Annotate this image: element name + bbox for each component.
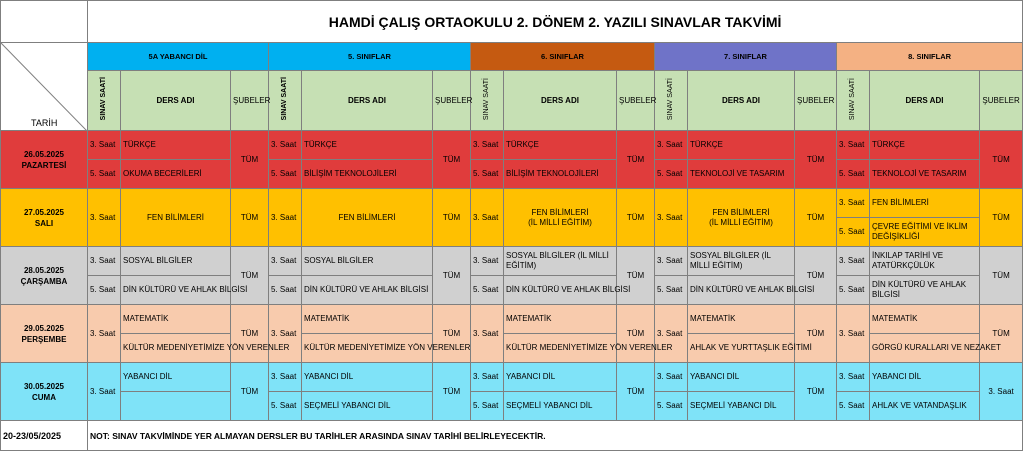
subheader-ders: DERS ADI bbox=[870, 71, 980, 131]
exam-course: DİN KÜLTÜRÜ VE AHLAK BİLGİSİ bbox=[302, 276, 433, 305]
exam-hour: 3. Saat bbox=[269, 305, 302, 363]
exam-course: YABANCI DİL bbox=[870, 363, 980, 392]
day-cell: 30.05.2025 CUMA bbox=[1, 363, 88, 421]
exam-branches: TÜM bbox=[617, 131, 655, 189]
exam-branches: TÜM bbox=[795, 189, 837, 247]
exam-course: TÜRKÇE bbox=[121, 131, 231, 160]
exam-hour: 3. Saat bbox=[88, 363, 121, 421]
exam-course: OKUMA BECERİLERİ bbox=[121, 160, 231, 189]
exam-hour: 5. Saat bbox=[655, 392, 688, 421]
exam-course: DİN KÜLTÜRÜ VE AHLAK BİLGİSİ bbox=[121, 276, 231, 305]
exam-course: KÜLTÜR MEDENİYETİMİZE YÖN VERENLER bbox=[121, 334, 231, 363]
exam-hour: 3. Saat bbox=[655, 305, 688, 363]
exam-hour: 5. Saat bbox=[837, 218, 870, 247]
exam-branches: TÜM bbox=[980, 305, 1023, 363]
exam-hour: 5. Saat bbox=[471, 160, 504, 189]
exam-course: MATEMATİK bbox=[504, 305, 617, 334]
exam-hour: 3. Saat bbox=[471, 247, 504, 276]
exam-course: SOSYAL BİLGİLER bbox=[302, 247, 433, 276]
exam-hour: 3. Saat bbox=[837, 305, 870, 363]
group-header-7: 7. SINIFLAR bbox=[655, 43, 837, 71]
exam-hour: 3. Saat bbox=[837, 189, 870, 218]
tarih-label: TARİH bbox=[31, 118, 58, 128]
subheader-sube: ŞUBELER bbox=[980, 71, 1023, 131]
subheader-sube: ŞUBELER bbox=[617, 71, 655, 131]
subheader-ders: DERS ADI bbox=[688, 71, 795, 131]
subheader-saat: SINAV SAATİ bbox=[655, 71, 688, 131]
exam-branches: TÜM bbox=[980, 247, 1023, 305]
exam-course: TEKNOLOJİ VE TASARIM bbox=[688, 160, 795, 189]
exam-course: DİN KÜLTÜRÜ VE AHLAK BİLGİSİ bbox=[870, 276, 980, 305]
exam-course: İNKILAP TARİHİ VE ATATÜRKÇÜLÜK bbox=[870, 247, 980, 276]
exam-hour: 3. Saat bbox=[88, 247, 121, 276]
subheader-saat: SINAV SAATİ bbox=[269, 71, 302, 131]
exam-course: YABANCI DİL bbox=[504, 363, 617, 392]
exam-branches: TÜM bbox=[980, 189, 1023, 247]
exam-course: SOSYAL BİLGİLER (İL MİLLİ EĞİTİM) bbox=[688, 247, 795, 276]
exam-course: BİLİŞİM TEKNOLOJİLERİ bbox=[504, 160, 617, 189]
subheader-sube: ŞUBELER bbox=[231, 71, 269, 131]
subheader-ders: DERS ADI bbox=[504, 71, 617, 131]
exam-branches: TÜM bbox=[433, 247, 471, 305]
exam-course: MATEMATİK bbox=[302, 305, 433, 334]
exam-hour: 5. Saat bbox=[269, 392, 302, 421]
exam-course: AHLAK VE VATANDAŞLIK bbox=[870, 392, 980, 421]
exam-course: FEN BİLİMLERİ (İL MİLLİ EĞİTİM) bbox=[688, 189, 795, 247]
exam-course: TÜRKÇE bbox=[302, 131, 433, 160]
title-corner bbox=[1, 1, 88, 43]
exam-hour: 3. Saat bbox=[655, 363, 688, 392]
exam-course: TEKNOLOJİ VE TASARIM bbox=[870, 160, 980, 189]
footer-note: NOT: SINAV TAKVİMİNDE YER ALMAYAN DERSLER BU TARİHLER ARASINDA SINAV TARİHİ BELİRLEYECEKTİR. bbox=[88, 421, 1023, 451]
exam-hour: 3. Saat bbox=[655, 189, 688, 247]
group-header-6: 6. SINIFLAR bbox=[471, 43, 655, 71]
subheader-ders: DERS ADI bbox=[302, 71, 433, 131]
exam-hour: 5. Saat bbox=[837, 160, 870, 189]
exam-branches: TÜM bbox=[617, 363, 655, 421]
exam-course: KÜLTÜR MEDENİYETİMİZE YÖN VERENLER bbox=[302, 334, 433, 363]
exam-course: FEN BİLİMLERİ bbox=[121, 189, 231, 247]
exam-hour: 5. Saat bbox=[269, 160, 302, 189]
exam-hour: 3. Saat bbox=[471, 189, 504, 247]
day-cell: 28.05.2025 ÇARŞAMBA bbox=[1, 247, 88, 305]
subheader-ders: DERS ADI bbox=[121, 71, 231, 131]
exam-branches: TÜM bbox=[617, 189, 655, 247]
exam-hour: 3. Saat bbox=[471, 305, 504, 363]
footer-date: 20-23/05/2025 bbox=[1, 421, 88, 451]
exam-branches: TÜM bbox=[795, 131, 837, 189]
exam-course: MATEMATİK bbox=[121, 305, 231, 334]
subheader-sube: ŞUBELER bbox=[795, 71, 837, 131]
exam-branches: TÜM bbox=[617, 305, 655, 363]
exam-branches: TÜM bbox=[617, 247, 655, 305]
exam-hour: 3. Saat bbox=[88, 305, 121, 363]
exam-branches: TÜM bbox=[433, 305, 471, 363]
exam-course: MATEMATİK bbox=[688, 305, 795, 334]
exam-hour: 3. Saat bbox=[655, 131, 688, 160]
subheader-saat: SINAV SAATİ bbox=[88, 71, 121, 131]
exam-course: MATEMATİK bbox=[870, 305, 980, 334]
subheader-saat: SINAV SAATİ bbox=[471, 71, 504, 131]
exam-course bbox=[121, 392, 231, 421]
exam-course: GÖRGÜ KURALLARI VE NEZAKET bbox=[870, 334, 980, 363]
exam-hour: 5. Saat bbox=[655, 276, 688, 305]
exam-course: SEÇMELİ YABANCI DİL bbox=[504, 392, 617, 421]
exam-hour: 3. Saat bbox=[655, 247, 688, 276]
exam-course: DİN KÜLTÜRÜ VE AHLAK BİLGİSİ bbox=[688, 276, 795, 305]
exam-course: ÇEVRE EĞİTİMİ VE İKLİM DEĞİŞİKLİĞİ bbox=[870, 218, 980, 247]
exam-hour: 3. Saat bbox=[471, 363, 504, 392]
exam-hour: 5. Saat bbox=[88, 160, 121, 189]
exam-course: SOSYAL BİLGİLER (İL MİLLİ EĞİTİM) bbox=[504, 247, 617, 276]
exam-course: DİN KÜLTÜRÜ VE AHLAK BİLGİSİ bbox=[504, 276, 617, 305]
exam-hour: 5. Saat bbox=[471, 392, 504, 421]
exam-course: SEÇMELİ YABANCI DİL bbox=[688, 392, 795, 421]
group-header-5: 5. SINIFLAR bbox=[269, 43, 471, 71]
exam-branches: TÜM bbox=[231, 305, 269, 363]
exam-hour: 3. Saat bbox=[269, 131, 302, 160]
exam-course: AHLAK VE YURTTAŞLIK EĞİTİMİ bbox=[688, 334, 795, 363]
tarih-corner bbox=[1, 43, 88, 131]
exam-course: SOSYAL BİLGİLER bbox=[121, 247, 231, 276]
exam-branches: TÜM bbox=[795, 247, 837, 305]
exam-branches: TÜM bbox=[980, 131, 1023, 189]
exam-hour: 3. Saat bbox=[269, 247, 302, 276]
exam-branches: TÜM bbox=[231, 189, 269, 247]
day-cell: 26.05.2025 PAZARTESİ bbox=[1, 131, 88, 189]
exam-course: YABANCI DİL bbox=[121, 363, 231, 392]
exam-course: BİLİŞİM TEKNOLOJİLERİ bbox=[302, 160, 433, 189]
day-cell: 29.05.2025 PERŞEMBE bbox=[1, 305, 88, 363]
exam-course: TÜRKÇE bbox=[504, 131, 617, 160]
exam-branches: TÜM bbox=[433, 131, 471, 189]
exam-course: TÜRKÇE bbox=[870, 131, 980, 160]
exam-branches: TÜM bbox=[231, 363, 269, 421]
group-header-8: 8. SINIFLAR bbox=[837, 43, 1023, 71]
exam-hour: 3. Saat bbox=[837, 363, 870, 392]
exam-course: YABANCI DİL bbox=[302, 363, 433, 392]
exam-branches: TÜM bbox=[795, 363, 837, 421]
exam-branches: TÜM bbox=[231, 131, 269, 189]
exam-branches: TÜM bbox=[433, 363, 471, 421]
exam-branches: TÜM bbox=[433, 189, 471, 247]
group-header-5a: 5A YABANCI DİL bbox=[88, 43, 269, 71]
exam-hour: 5. Saat bbox=[471, 276, 504, 305]
exam-hour: 3. Saat bbox=[269, 189, 302, 247]
exam-hour: 5. Saat bbox=[837, 392, 870, 421]
exam-hour: 5. Saat bbox=[88, 276, 121, 305]
subheader-saat: SINAV SAATİ bbox=[837, 71, 870, 131]
exam-hour: 3. Saat bbox=[88, 189, 121, 247]
exam-course: YABANCI DİL bbox=[688, 363, 795, 392]
exam-course: SEÇMELİ YABANCI DİL bbox=[302, 392, 433, 421]
exam-hour: 5. Saat bbox=[269, 276, 302, 305]
exam-hour: 3. Saat bbox=[269, 363, 302, 392]
exam-hour: 3. Saat bbox=[837, 247, 870, 276]
exam-branches: TÜM bbox=[231, 247, 269, 305]
subheader-sube: ŞUBELER bbox=[433, 71, 471, 131]
exam-course: FEN BİLİMLERİ bbox=[870, 189, 980, 218]
day-cell: 27.05.2025 SALI bbox=[1, 189, 88, 247]
exam-hour: 3. Saat bbox=[88, 131, 121, 160]
page-title: HAMDİ ÇALIŞ ORTAOKULU 2. DÖNEM 2. YAZILI SINAVLAR TAKVİMİ bbox=[88, 1, 1023, 43]
exam-branches: TÜM bbox=[795, 305, 837, 363]
exam-hour: 3. Saat bbox=[471, 131, 504, 160]
exam-hour: 5. Saat bbox=[837, 276, 870, 305]
exam-course: FEN BİLİMLERİ (İL MİLLİ EĞİTİM) bbox=[504, 189, 617, 247]
exam-course: KÜLTÜR MEDENİYETİMİZE YÖN VERENLER bbox=[504, 334, 617, 363]
exam-hour: 3. Saat bbox=[837, 131, 870, 160]
exam-course: FEN BİLİMLERİ bbox=[302, 189, 433, 247]
exam-branches: 3. Saat bbox=[980, 363, 1023, 421]
exam-hour: 5. Saat bbox=[655, 160, 688, 189]
exam-course: TÜRKÇE bbox=[688, 131, 795, 160]
